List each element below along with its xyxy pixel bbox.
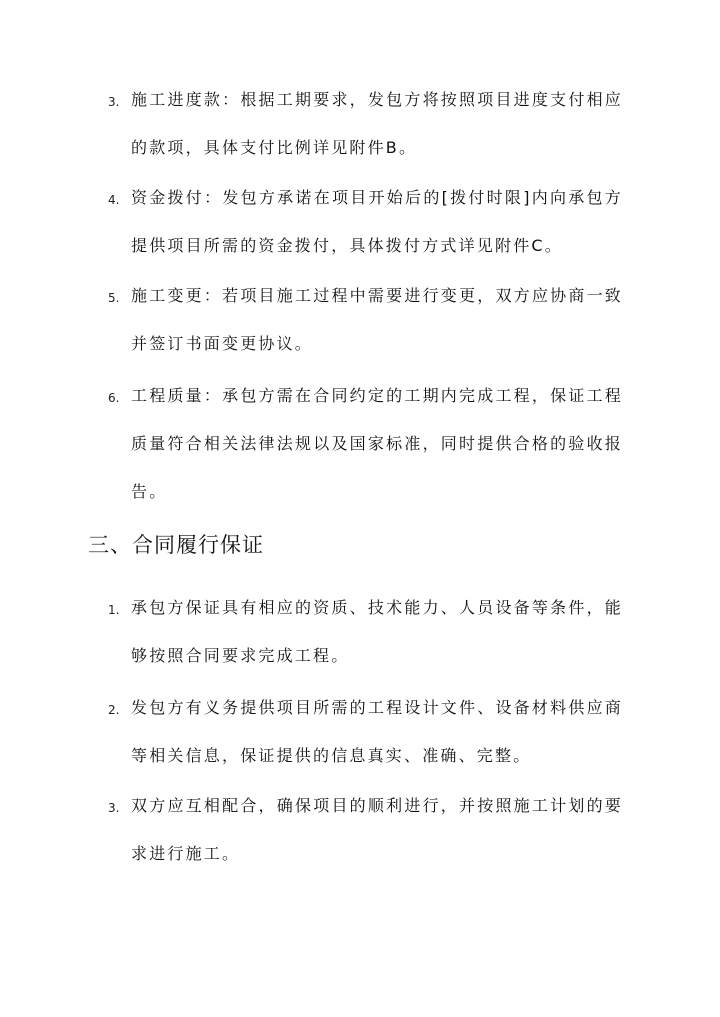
list-item-text: 工程质量：承包方需在合同约定的工期内完成工程，保证工程质量符合相关法律法规以及国家标准，同时提供合格的验收报告。: [131, 386, 623, 501]
list-item-number: 3.: [108, 95, 120, 109]
list-item-number: 5.: [108, 291, 120, 305]
list-item-number: 4.: [108, 193, 120, 207]
list-item-number: 6.: [108, 391, 120, 405]
list-item-text: 资金拨付：发包方承诺在项目开始后的[拨付时限]内向承包方提供项目所需的资金拨付，具体拨付方式详见附件C。: [131, 188, 623, 255]
list-item-number: 3.: [108, 801, 120, 815]
list-item-text: 施工进度款：根据工期要求，发包方将按照项目进度支付相应的款项，具体支付比例详见附件B。: [131, 90, 623, 157]
list-item-text: 发包方有义务提供项目所需的工程设计文件、设备材料供应商等相关信息，保证提供的信息真实、准确、完整。: [131, 698, 623, 765]
list-item-number: 2.: [108, 703, 120, 717]
list-item-text: 施工变更：若项目施工过程中需要进行变更，双方应协商一致并签订书面变更协议。: [131, 286, 623, 353]
section-heading: 三、合同履行保证: [88, 533, 264, 557]
list-item-text: 双方应互相配合，确保项目的顺利进行，并按照施工计划的要求进行施工。: [131, 796, 623, 863]
list-item-number: 1.: [108, 603, 120, 617]
list-item-text: 承包方保证具有相应的资质、技术能力、人员设备等条件，能够按照合同要求完成工程。: [131, 598, 623, 665]
